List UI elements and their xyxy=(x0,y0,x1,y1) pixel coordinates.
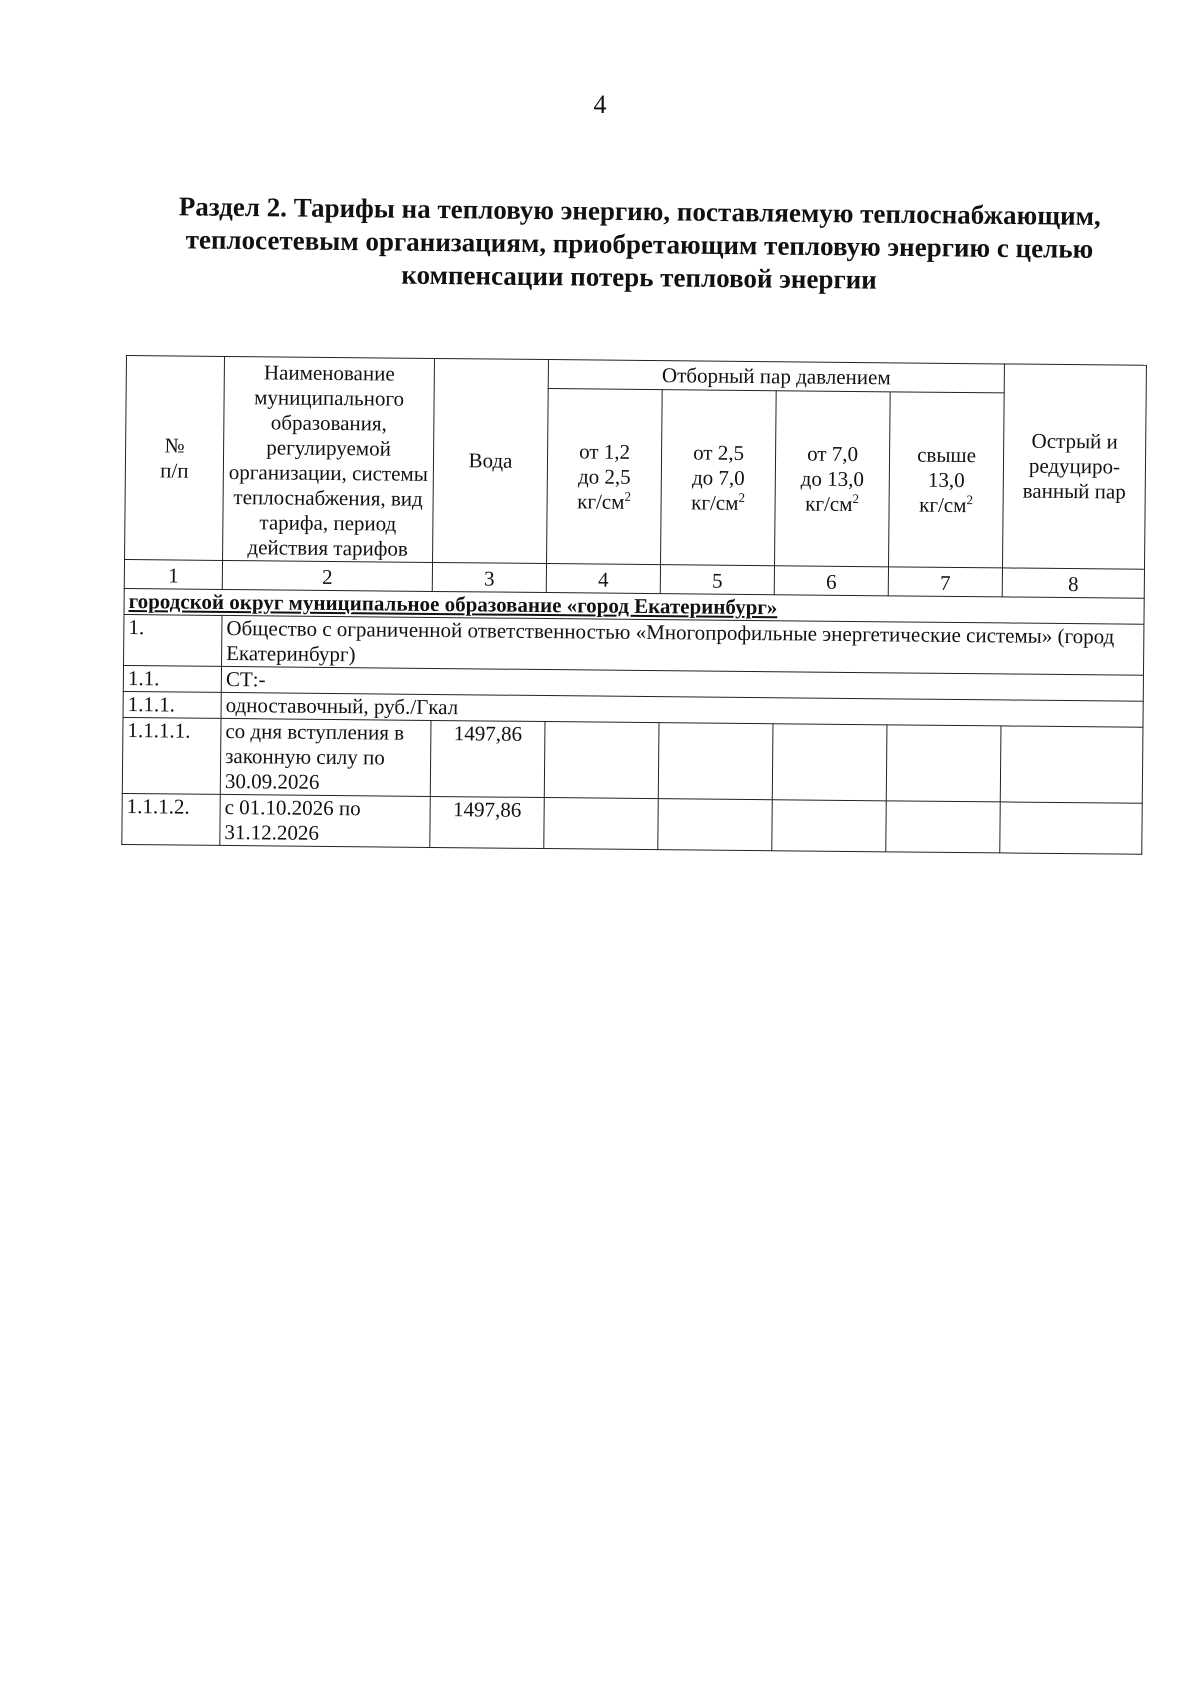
water-tariff: 1497,86 xyxy=(430,796,544,848)
steam-2-unit xyxy=(665,490,770,516)
empty-cell xyxy=(544,722,659,799)
steam-4-to: 13,0 xyxy=(927,467,965,492)
column-number: 4 xyxy=(546,564,660,594)
row-number: 1.1.1.1. xyxy=(122,717,221,794)
unit-exponent: 2 xyxy=(624,488,632,504)
header-steam-4 xyxy=(889,392,1005,568)
column-number: 3 xyxy=(432,562,546,592)
steam-1-to: до 2,5 xyxy=(577,463,631,489)
column-number: 6 xyxy=(774,566,888,596)
empty-cell xyxy=(658,723,773,800)
empty-cell xyxy=(886,801,1000,853)
tariff-table xyxy=(121,355,1147,855)
unit-exponent: 2 xyxy=(966,491,974,507)
row-number: 1.1.1. xyxy=(123,691,221,718)
steam-4-from: свыше xyxy=(917,442,977,467)
water-tariff: 1497,86 xyxy=(430,720,545,797)
column-number: 1 xyxy=(124,559,222,589)
heat-system: СТ:- xyxy=(221,666,1143,701)
empty-cell xyxy=(1000,802,1142,854)
column-number: 8 xyxy=(1002,568,1144,598)
header-name: Наименование муниципального образования, регулируемой организации, системы теплоснабжения, вид тарифа, период действия тарифов xyxy=(223,356,435,562)
steam-3-unit xyxy=(779,491,884,517)
unit-exponent: 2 xyxy=(852,490,860,506)
header-steam-1 xyxy=(547,389,663,565)
steam-1-from: от 1,2 xyxy=(579,438,631,464)
header-steam-3 xyxy=(775,391,891,567)
period-row-1 xyxy=(122,717,1143,803)
period-text: с 01.10.2026 по 31.12.2026 xyxy=(220,794,430,847)
empty-cell xyxy=(658,799,772,851)
steam-3-from: от 7,0 xyxy=(807,441,859,466)
header-sharp-steam: Острый и редуциро-ванный пар xyxy=(1003,364,1147,569)
organization-name: Общество с ограниченной ответственностью «Многопрофильные энергетические системы» (город Екатеринбург) xyxy=(222,615,1144,675)
heading-line-3: компенсации потерь тепловой энергии xyxy=(401,259,877,295)
empty-cell xyxy=(544,798,658,850)
unit-text: кг/см xyxy=(691,489,739,515)
row-number: 1.1. xyxy=(123,665,221,692)
column-number: 2 xyxy=(222,560,432,591)
tariff-type: одноставочный, руб./Гкал xyxy=(221,692,1143,727)
unit-text: кг/см xyxy=(919,492,967,517)
period-row-2 xyxy=(122,793,1142,854)
empty-cell xyxy=(886,725,1001,802)
steam-4-unit xyxy=(893,492,998,518)
empty-cell xyxy=(772,800,886,852)
column-number: 5 xyxy=(660,565,774,595)
header-steam-2 xyxy=(661,390,777,566)
column-number: 7 xyxy=(888,567,1002,597)
header-num-line-2: п/п xyxy=(160,457,189,483)
unit-exponent: 2 xyxy=(738,489,746,505)
period-text: со дня вступления в законную силу по 30.09.2026 xyxy=(220,718,431,796)
header-steam-group: Отборный пар давлением xyxy=(548,360,1004,393)
org-row xyxy=(124,614,1144,675)
steam-3-to: до 13,0 xyxy=(800,465,865,491)
page-number: 4 xyxy=(593,90,607,119)
empty-cell xyxy=(1000,726,1143,803)
empty-cell xyxy=(772,724,887,801)
unit-text: кг/см xyxy=(805,491,853,516)
district-name: городской округ муниципальное образование «город Екатеринбург» xyxy=(124,588,1144,624)
row-number: 1. xyxy=(124,614,222,666)
header-num xyxy=(125,356,225,561)
heading-line-2: теплосетевым организациям, приобретающим тепловую энергию с целью xyxy=(185,224,1094,264)
steam-1-unit xyxy=(551,489,656,515)
section-heading xyxy=(149,190,1130,299)
steam-2-from: от 2,5 xyxy=(693,439,745,465)
heading-line-1: Раздел 2. Тарифы на тепловую энергию, поставляемую теплоснабжающим, xyxy=(178,191,1101,231)
unit-text: кг/см xyxy=(577,488,625,514)
header-num-line-1: № xyxy=(164,432,185,458)
tariff-table-container xyxy=(121,355,1146,855)
header-water: Вода xyxy=(433,358,549,563)
row-number: 1.1.1.2. xyxy=(122,793,220,845)
steam-2-to: до 7,0 xyxy=(691,464,745,490)
